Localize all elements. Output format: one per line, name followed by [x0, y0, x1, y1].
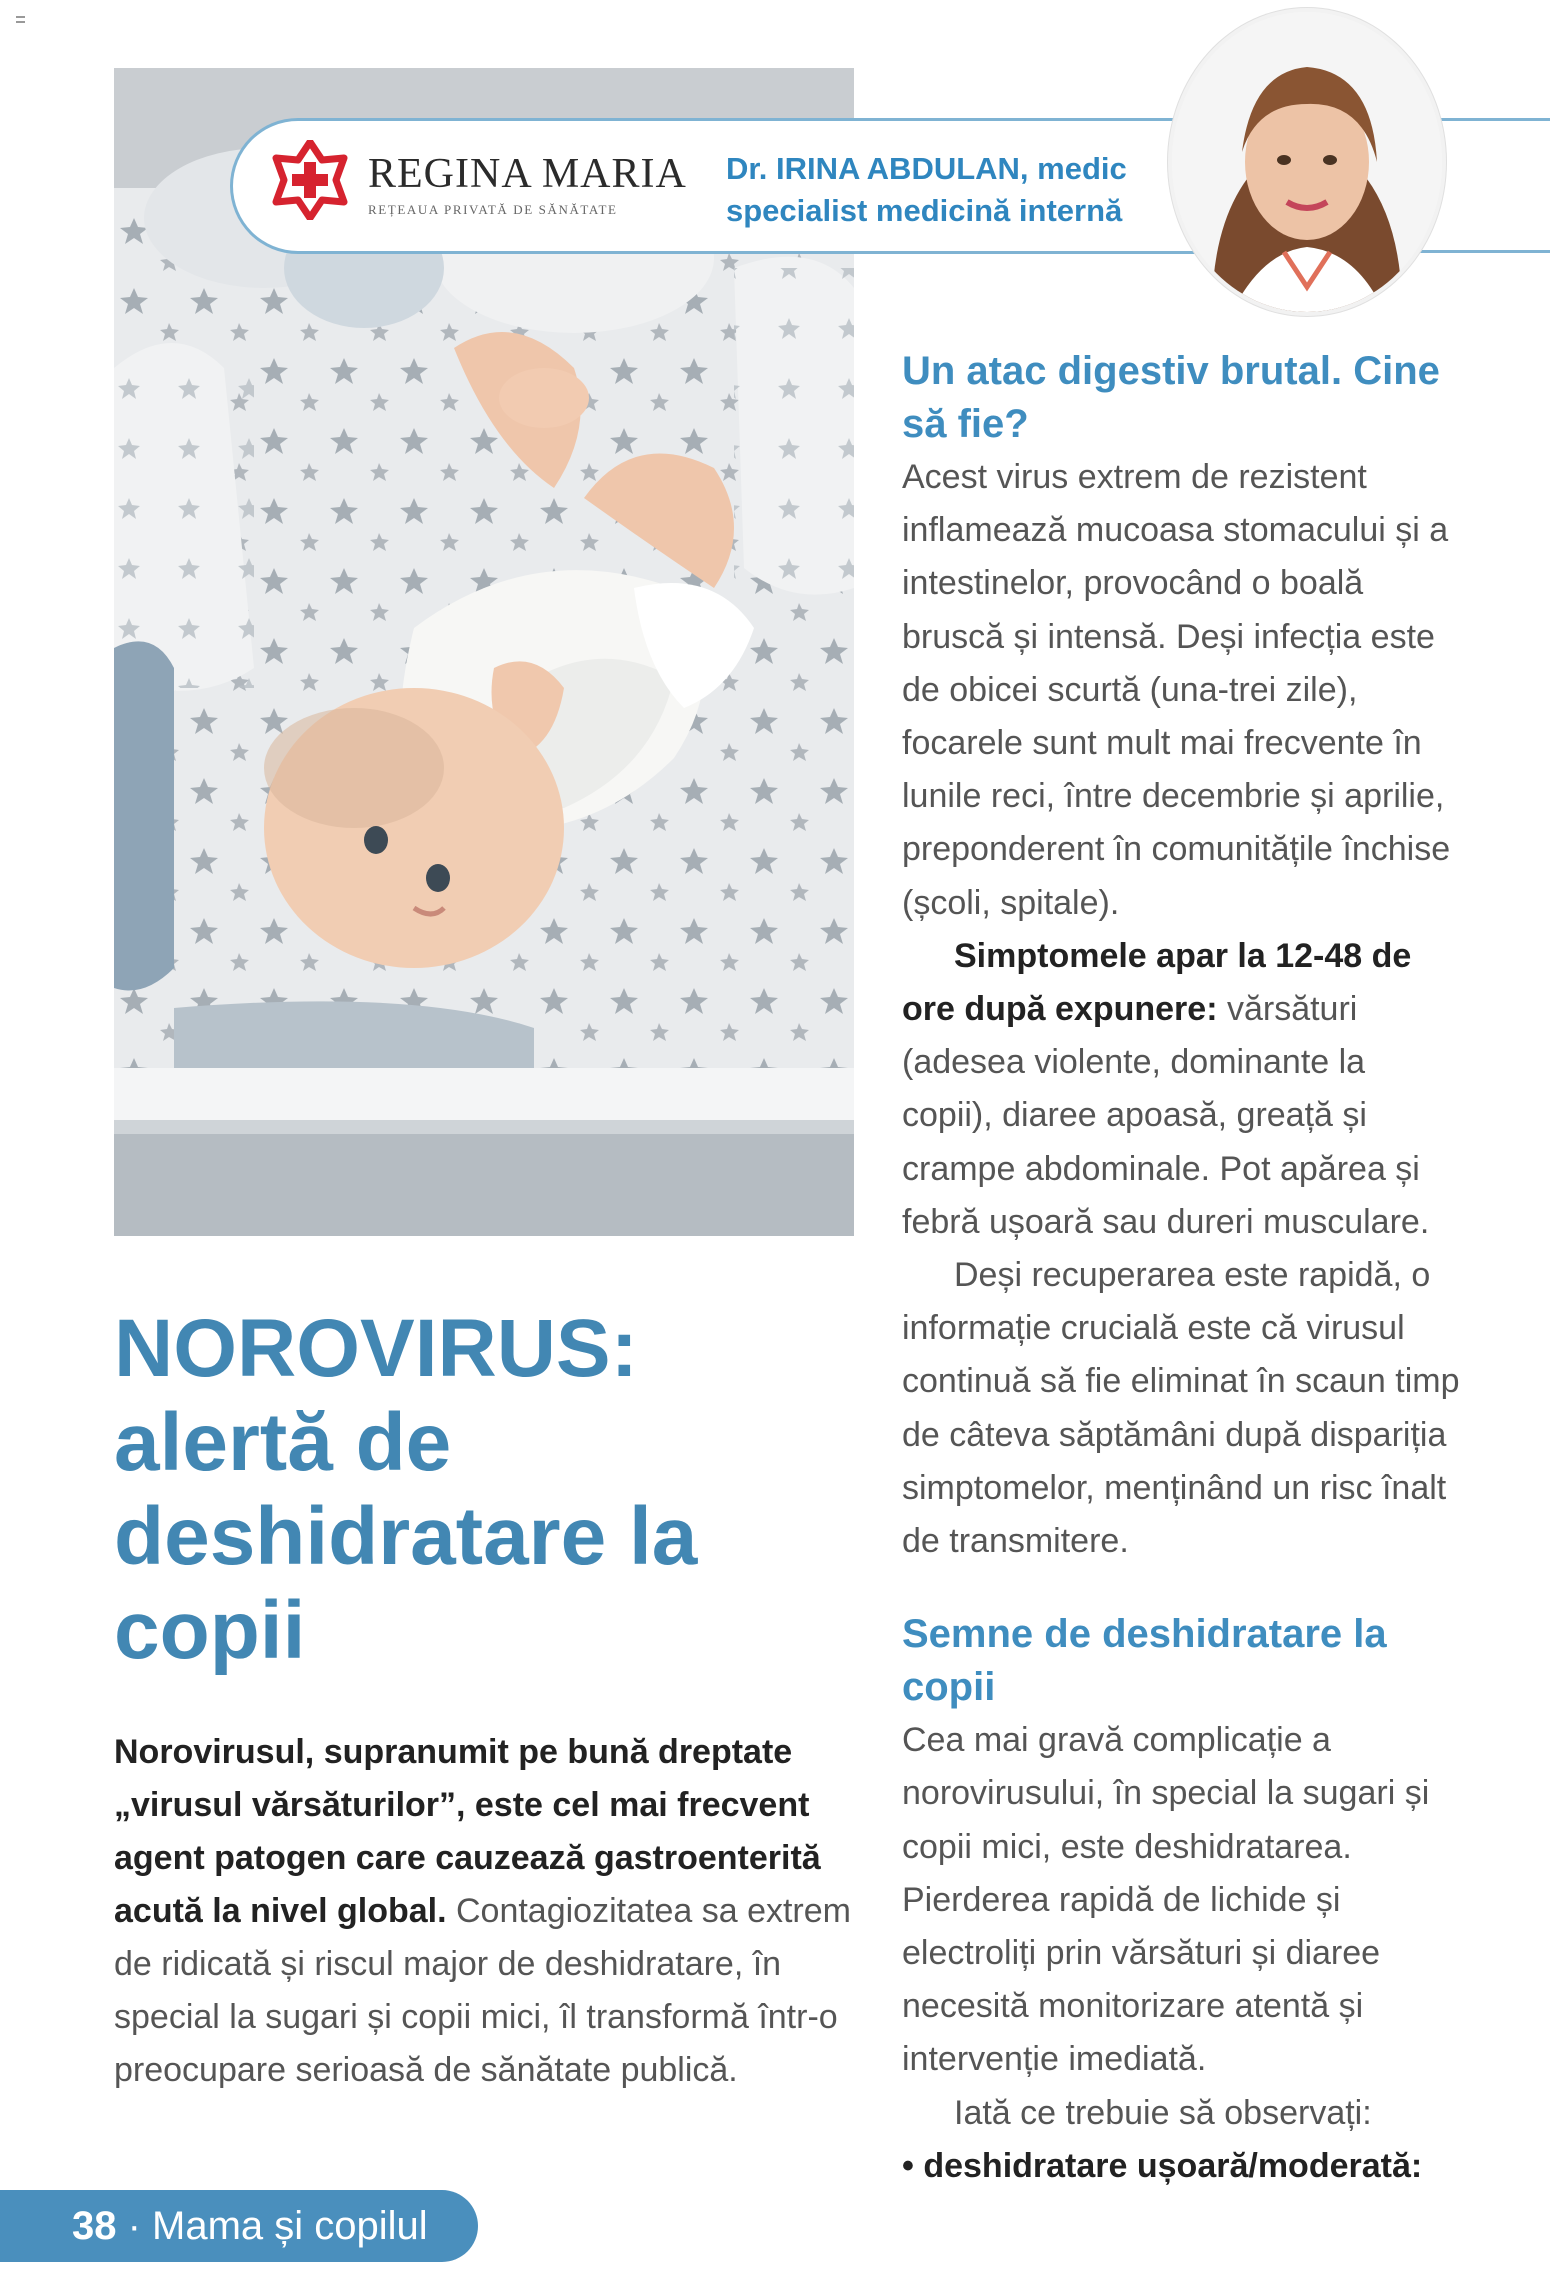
symptoms-bold-text: Simptomele apar la 12-48 de ore după expunere: [902, 936, 1412, 1029]
section2-paragraph1: Cea mai gravă complicație a norovirusului, în special la sugari și copii mici, este deshidratarea. Pierderea rapidă de lichide și electroliți prin vărsături și diaree necesită monitorizare atentă și intervenție imediată. [902, 1721, 1430, 2079]
lead-bold-text: Norovirusul, supranumit pe bună dreptate „virusul vărsăturilor”, este cel mai frecvent agent patogen care cauzează gastroenterită acută la nivel global. [114, 1733, 821, 1930]
regina-maria-logo-icon [270, 140, 350, 220]
lead-text: Contagiozitatea sa extrem de ridicată și riscul major de deshidratare, în special la sugari și copii mici, îl transformă într-o preocupare serioasă de sănătate publică. [114, 1892, 851, 2089]
brand-tagline: REȚEAUA PRIVATĂ DE SĂNĂTATE [368, 202, 618, 217]
section-heading-dehydration-signs: Semne de deshidratare la copii [902, 1612, 1387, 1710]
footer-separator: · [116, 2204, 153, 2248]
magazine-name: Mama și copilul [152, 2204, 428, 2248]
article-title: NOROVIRUS: alertă de deshidratare la copii [114, 1303, 698, 1676]
doctor-role-line1: medic [1028, 151, 1127, 186]
doctor-name: Dr. IRINA ABDULAN, [726, 151, 1029, 186]
section2-bullet [902, 2140, 1462, 2193]
doctor-credit [726, 148, 1127, 232]
page-number: 38 [72, 2204, 117, 2248]
symptoms-text: vărsături (adesea violente, dominante la copii), diaree apoasă, greață și crampe abdominale. Pot apărea și febră ușoară sau dureri musculare. [902, 990, 1430, 1241]
section1-paragraph3: Deși recuperarea este rapidă, o informație crucială este că virusul continuă să fie eliminat în scaun timp de câteva săptămâni după dispariția simptomelor, menținând un risc înalt de transmitere. [902, 1256, 1460, 1561]
section1-paragraph1: Acest virus extrem de rezistent inflamează mucoasa stomacului și a intestinelor, provocând o boală bruscă și intensă. Deși infecția este de obicei scurtă (una-trei zile), focarele sunt mult mai frecvente în lunile reci, între decembrie și aprilie, preponderent în comunitățile închise (școli, spitale). [902, 458, 1451, 922]
section1-paragraph2 [902, 930, 1462, 1249]
page-corner-mark [16, 16, 25, 23]
doctor-role-line2: specialist medicină internă [726, 193, 1123, 228]
section-heading-digestive-attack: Un atac digestiv brutal. Cine să fie? [902, 349, 1440, 446]
doctor-portrait [1168, 8, 1446, 316]
article-lead [114, 1726, 874, 2097]
page-footer [0, 2190, 478, 2262]
right-column [902, 345, 1462, 2193]
bullet-text: • deshidratare ușoară/moderată: [902, 2146, 1423, 2185]
section2-paragraph2: Iată ce trebuie să observați: [954, 2093, 1372, 2132]
brand-name: REGINA MARIA [368, 151, 687, 197]
